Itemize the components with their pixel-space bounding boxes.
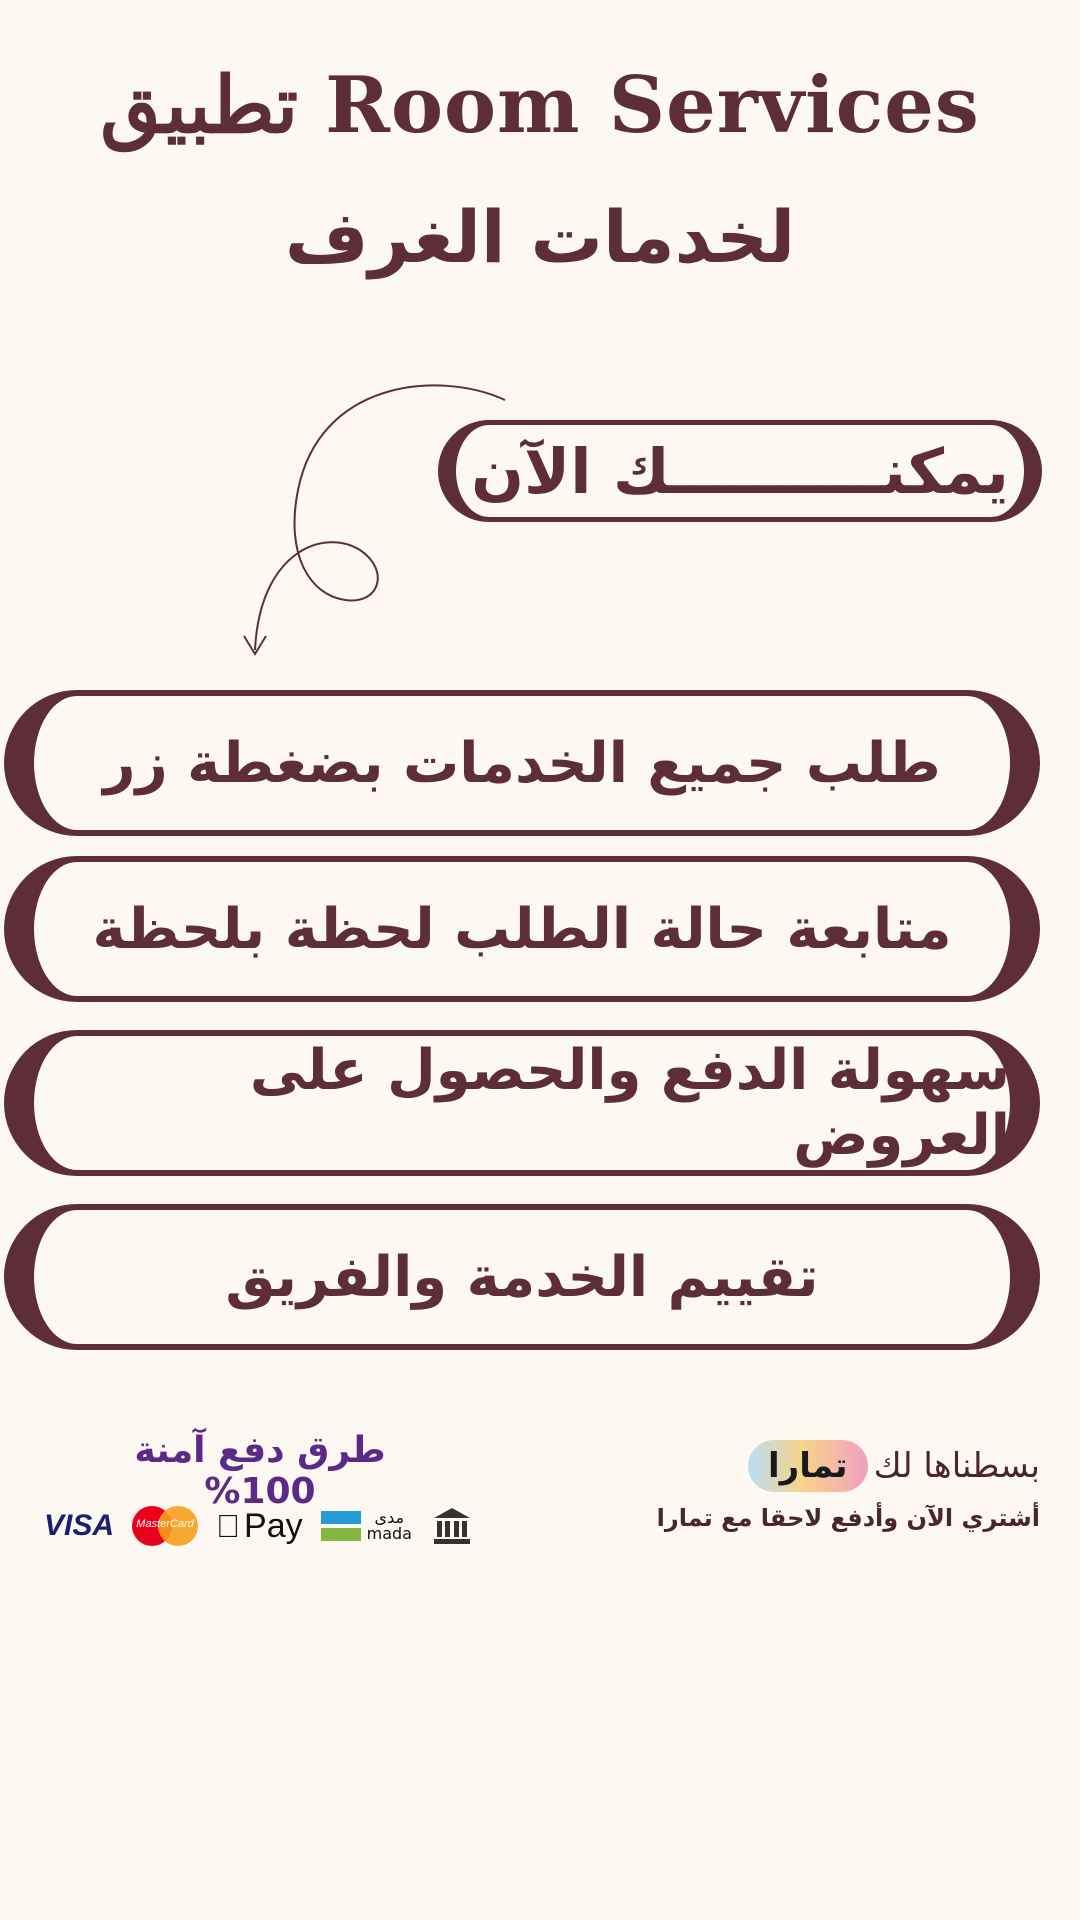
mada-logo: مدى mada <box>321 1510 412 1542</box>
feature-label: سهولة الدفع والحصول على العروض <box>249 1038 1010 1168</box>
page-subtitle: لخدمات الغرف <box>284 195 796 279</box>
apple-pay-logo: Pay <box>216 1507 303 1546</box>
payment-logos <box>44 1496 474 1556</box>
feature-track-order <box>4 856 1040 1002</box>
feature-label: طلب جميع الخدمات بضغطة زر <box>103 730 941 796</box>
mastercard-logo: MasterCard <box>132 1506 198 1546</box>
you-can-now-label: يمكنــــــــــك الآن <box>471 434 1009 508</box>
feature-label: متابعة حالة الطلب لحظة بلحظة <box>92 896 952 962</box>
secure-payment-heading: طرق دفع آمنة 100% <box>134 1430 386 1512</box>
apple-icon <box>216 1508 240 1545</box>
feature-easy-payment <box>4 1030 1040 1176</box>
visa-logo: VISA <box>44 1509 115 1542</box>
tamara-prefix: بسطناها لك <box>873 1446 1040 1486</box>
tamara-tagline: أشتري الآن وأدفع لاحقا مع تمارا <box>656 1504 1040 1532</box>
bank-icon <box>430 1504 474 1548</box>
feature-label: تقييم الخدمة والفريق <box>225 1244 819 1310</box>
you-can-now-pill <box>438 420 1042 522</box>
tamara-logo: تمارا <box>748 1440 868 1492</box>
page-title: تطبيق Room Services <box>100 60 980 151</box>
tamara-promo <box>748 1440 1040 1492</box>
feature-order-services <box>4 690 1040 836</box>
feature-rate-service <box>4 1204 1040 1350</box>
